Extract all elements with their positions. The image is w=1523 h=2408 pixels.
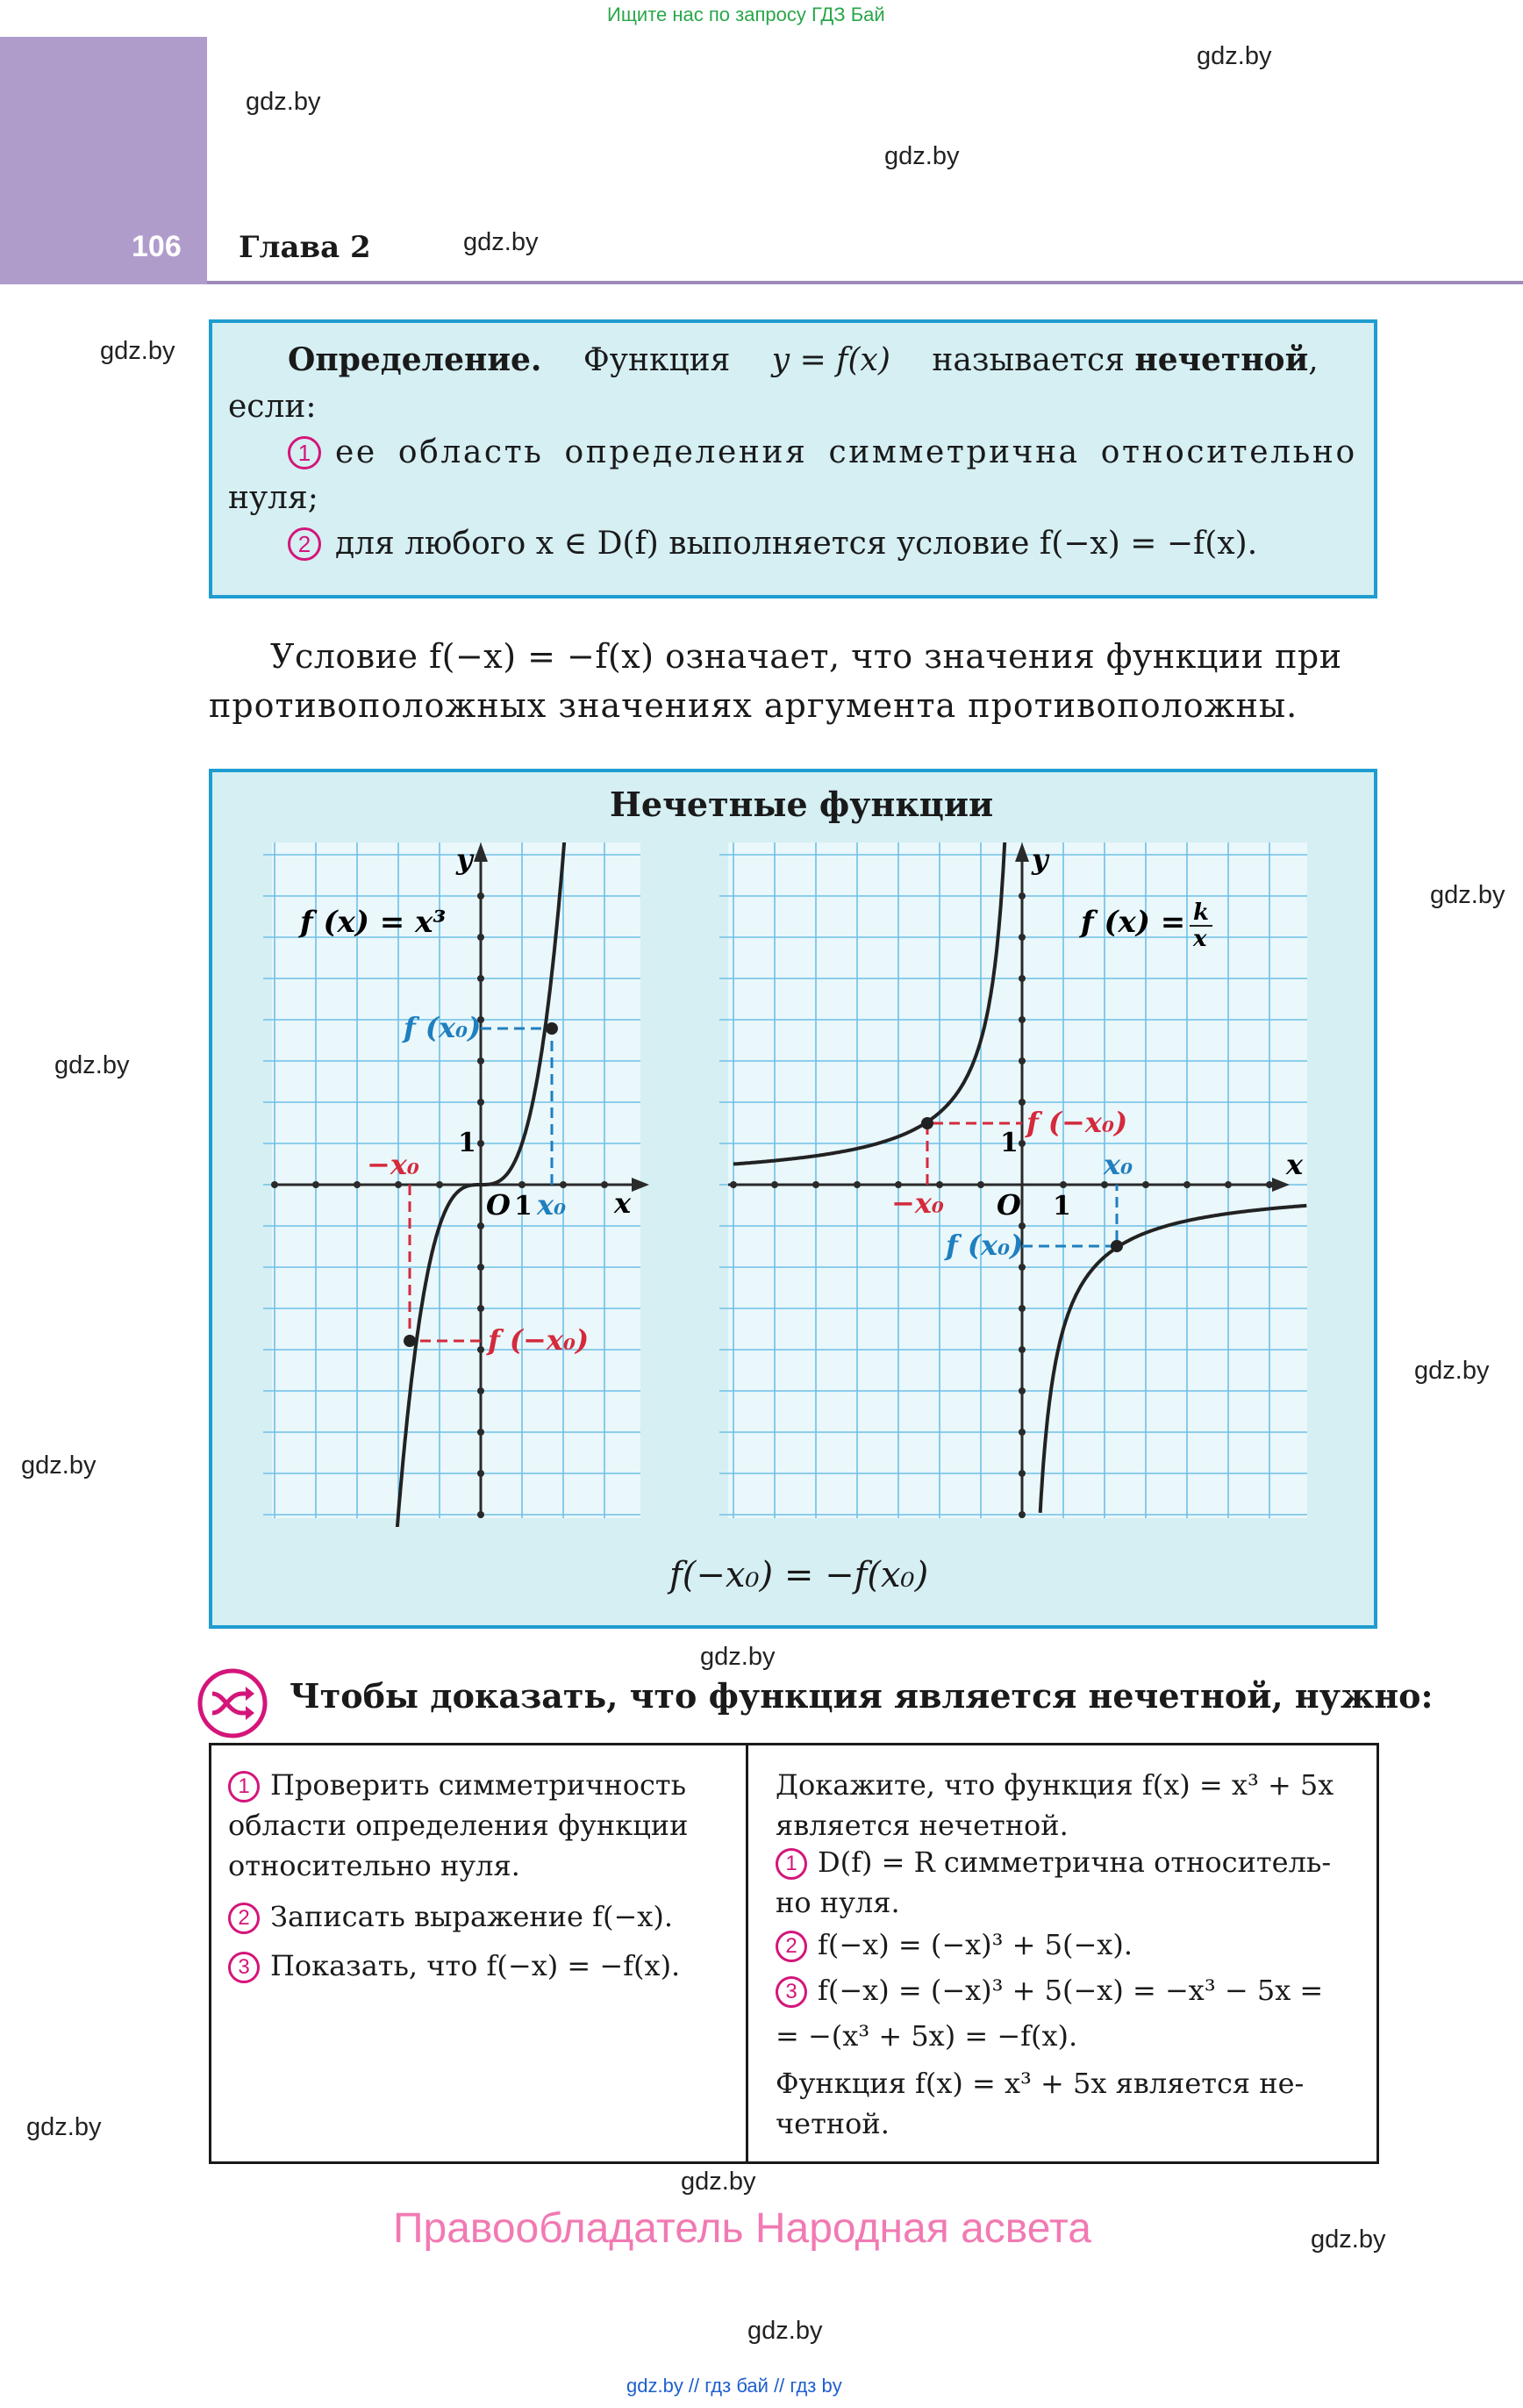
step-1-line-2: области определения функции bbox=[228, 1809, 689, 1842]
neg-x0-label-left: −x₀ bbox=[367, 1148, 419, 1181]
step-1-line-3: относительно нуля. bbox=[228, 1849, 520, 1882]
example-step-1 bbox=[776, 1843, 1331, 1881]
grid-right bbox=[719, 842, 1307, 1518]
unit-y-left: 1 bbox=[458, 1128, 476, 1158]
unit-x-left: 1 bbox=[514, 1191, 533, 1222]
example-marker-1: 1 bbox=[776, 1848, 807, 1880]
definition-comma: , bbox=[1308, 342, 1319, 378]
graph-cube bbox=[263, 842, 667, 1527]
watermark: gdz.by bbox=[700, 1643, 776, 1671]
example-step-3-line-2: = −(x³ + 5x) = −f(x). bbox=[776, 2019, 1078, 2053]
fx0-label-left: f (x₀) bbox=[404, 1011, 482, 1044]
neg-x0-label-right: −x₀ bbox=[891, 1186, 944, 1220]
step-2-line-1: Записать выражение f(−x). bbox=[270, 1900, 673, 1933]
watermark: gdz.by bbox=[1430, 881, 1505, 909]
item-marker-2: 2 bbox=[288, 527, 321, 561]
hyperbola-label: f (x) = bbox=[1081, 905, 1186, 940]
header-rule bbox=[207, 281, 1523, 284]
watermark: gdz.by bbox=[246, 88, 321, 116]
definition-formula: y = f(x) bbox=[771, 342, 890, 378]
step-marker-2: 2 bbox=[228, 1903, 260, 1934]
step-3-line-1: Показать, что f(−x) = −f(x). bbox=[270, 1949, 681, 1982]
definition-lead: Определение. bbox=[288, 341, 542, 378]
hyperbola-numerator: k bbox=[1193, 899, 1210, 926]
watermark: gdz.by bbox=[1414, 1357, 1490, 1385]
unit-y-right: 1 bbox=[1000, 1128, 1019, 1158]
copyright-notice: Правообладатель Народная асвета bbox=[393, 2205, 1091, 2252]
watermark: gdz.by bbox=[884, 142, 960, 170]
watermark: gdz.by bbox=[1311, 2225, 1386, 2254]
graph-hyperbola bbox=[719, 842, 1325, 1527]
watermark: gdz.by bbox=[100, 337, 175, 365]
step-2 bbox=[228, 1897, 673, 1936]
chapter-title: Глава 2 bbox=[239, 230, 371, 265]
definition-item-2-text: для любого x ∈ D(f) выполняется условие f(−x) = −f(x). bbox=[335, 526, 1258, 562]
definition-item-2 bbox=[288, 521, 1257, 567]
footer-links[interactable]: gdz.by // гдз бай // гдз by bbox=[626, 2375, 842, 2397]
item-marker-1: 1 bbox=[288, 436, 321, 469]
f-neg-x0-label-left: f (−x₀) bbox=[488, 1323, 590, 1357]
step-1-line-1: Проверить симметричность bbox=[270, 1768, 686, 1802]
axis-y-left: y bbox=[456, 842, 473, 876]
definition-item-1-cont: нуля; bbox=[228, 480, 318, 516]
watermark: gdz.by bbox=[1197, 42, 1272, 70]
example-conclusion-1: Функция f(x) = x³ + 5x является не- bbox=[776, 2067, 1305, 2100]
definition-word-called: называется bbox=[932, 342, 1125, 378]
howto-title: Чтобы доказать, что функция является нечетной, нужно: bbox=[290, 1676, 1434, 1716]
table-divider bbox=[746, 1743, 748, 2164]
example-step-3 bbox=[776, 1971, 1323, 2010]
page-number: 106 bbox=[132, 230, 182, 263]
example-step-2 bbox=[776, 1925, 1133, 1964]
fx0-label-right: f (x₀) bbox=[946, 1229, 1024, 1262]
watermark: gdz.by bbox=[681, 2168, 756, 2196]
step-1 bbox=[228, 1766, 686, 1804]
step-marker-3: 3 bbox=[228, 1952, 260, 1983]
origin-left: O bbox=[486, 1188, 511, 1222]
watermark: gdz.by bbox=[26, 2113, 102, 2141]
axis-x-left: x bbox=[614, 1186, 632, 1220]
axis-y-right: y bbox=[1032, 842, 1048, 876]
definition-item-1 bbox=[288, 430, 1357, 476]
axis-x-right: x bbox=[1286, 1148, 1304, 1181]
watermark: gdz.by bbox=[21, 1451, 97, 1480]
grid-left bbox=[263, 842, 640, 1518]
example-intro-2: является нечетной. bbox=[776, 1809, 1069, 1842]
top-search-link[interactable]: Ищите нас по запросу ГДЗ Бай bbox=[607, 4, 885, 25]
graphs-title: Нечетные функции bbox=[610, 785, 994, 824]
definition-line-2: если: bbox=[228, 389, 317, 425]
x0-label-right: x₀ bbox=[1104, 1148, 1133, 1181]
odd-function-formula: f(−x₀) = −f(x₀) bbox=[669, 1555, 929, 1595]
x0-label-left: x₀ bbox=[537, 1188, 567, 1222]
example-step-2-line: f(−x) = (−x)³ + 5(−x). bbox=[818, 1928, 1133, 1961]
shuffle-icon bbox=[197, 1667, 268, 1739]
example-step-1-line-1: D(f) = R симметрична относитель- bbox=[818, 1845, 1332, 1879]
hyperbola-denominator: x bbox=[1193, 926, 1207, 952]
f-neg-x0-label-right: f (−x₀) bbox=[1026, 1106, 1128, 1139]
step-marker-1: 1 bbox=[228, 1771, 260, 1802]
watermark: gdz.by bbox=[747, 2317, 823, 2345]
example-step-3-line-1: f(−x) = (−x)³ + 5(−x) = −x³ − 5x = bbox=[818, 1974, 1324, 2007]
example-intro-1: Докажите, что функция f(x) = x³ + 5x bbox=[776, 1768, 1334, 1802]
step-3 bbox=[228, 1946, 680, 1985]
definition-term: нечетной bbox=[1134, 341, 1309, 378]
example-conclusion-2: четной. bbox=[776, 2107, 890, 2140]
condition-line-2: противоположных значениях аргумента противоположны. bbox=[209, 686, 1298, 725]
definition-line-1 bbox=[288, 337, 1358, 383]
watermark: gdz.by bbox=[463, 228, 539, 256]
unit-x-right: 1 bbox=[1053, 1191, 1071, 1222]
definition-item-1-text: ее область определения симметрична относительно bbox=[335, 434, 1357, 470]
example-marker-2: 2 bbox=[776, 1931, 807, 1962]
definition-word-function: Функция bbox=[583, 342, 731, 378]
example-step-1-line-2: но нуля. bbox=[776, 1886, 900, 1919]
condition-line-1: Условие f(−x) = −f(x) означает, что значения функции при bbox=[270, 637, 1342, 676]
example-marker-3: 3 bbox=[776, 1976, 807, 2008]
cube-label: f (x) = x³ bbox=[300, 905, 447, 940]
origin-right: O bbox=[997, 1188, 1021, 1222]
watermark: gdz.by bbox=[54, 1051, 130, 1079]
